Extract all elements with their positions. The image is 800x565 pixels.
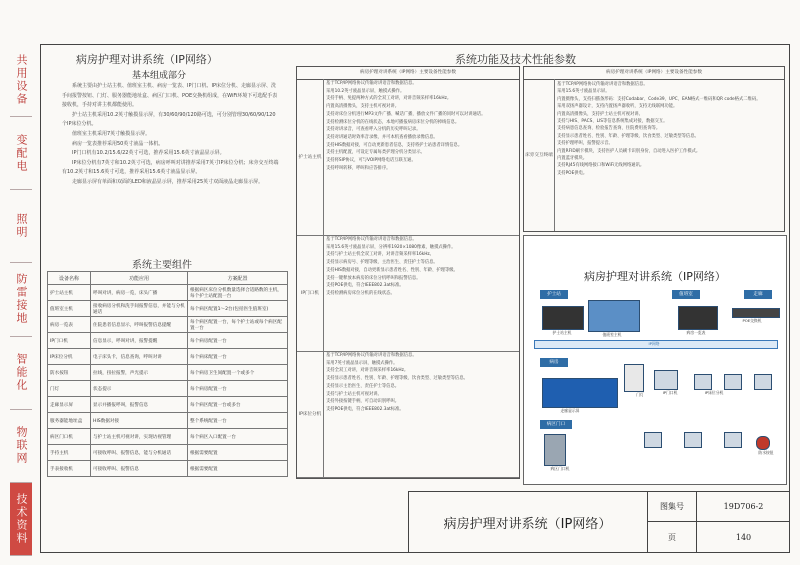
ip-network-label: IP网络 <box>648 341 660 346</box>
spec-item: 支持检测床位分机的在线状态，本地可播报病房床位分机的掉线信息。 <box>326 119 460 125</box>
table-cell: IP门口机 <box>48 333 91 349</box>
device-label: POE交换机 <box>742 318 762 323</box>
table-row <box>48 445 288 461</box>
nurse-station-host-icon <box>542 306 584 330</box>
spec-item: 基于TCP/IP网络协议传输对讲语音和数据信息。 <box>326 237 417 242</box>
table-cell: 护士站主机 <box>48 285 91 301</box>
device-label: 病区门口机 <box>550 466 570 471</box>
table-cell: 呼叫对讲，病房一览，床头广播 <box>91 285 188 301</box>
table-cell: 信息显示，呼叫对讲，报警提醒 <box>91 333 188 349</box>
spec-item: 支持对讲通话时效率音录像，并可本机查看播放录像信息。 <box>326 134 438 140</box>
table-cell: 每个病房配置一台 <box>188 381 288 397</box>
description-paragraph: 护士站主机采用10.2英寸触摸显示屏，有30/60/90/120路可选，可分别管理30/60/90/120个IP床位分机。 <box>62 111 276 128</box>
spec-item: 内置高清摄像头，支持主机可视对讲。 <box>326 104 400 110</box>
table-header-cell: 方案配置 <box>188 272 288 285</box>
category-tab-0[interactable] <box>10 44 32 117</box>
table-cell: 每个病区配置一台或多台 <box>188 397 288 413</box>
spec-group-label: 护士站主机 <box>297 79 324 235</box>
description-paragraph: 病房一览表推荐采用50英寸液晶一体机。 <box>72 140 164 147</box>
ip-bed-unit-icon-1 <box>694 374 712 390</box>
table-cell: 整个系统配置一台 <box>188 413 288 429</box>
spec-item: 支持对讲录音，可查看呼入分机的历史呼叫记录。 <box>326 127 421 133</box>
spec2-item: 基于TCP/IP网络协议传输对讲语音和数据信息。 <box>557 82 648 87</box>
table-row <box>48 365 288 381</box>
category-label: 技术资料 <box>15 492 28 545</box>
diagram-title: 病房护理对讲系统（IP网络） <box>584 270 726 283</box>
table-cell: 根据病区床位分机数量选择合适路数的主机，每个护士站配置一台 <box>188 285 288 301</box>
device-label: 门灯 <box>636 392 644 397</box>
table-cell: 显示并播报呼叫，报警信息 <box>91 397 188 413</box>
spec-group <box>297 79 519 236</box>
bedside-terminal-spec <box>523 66 785 232</box>
spec2-item: 采用15.6英寸液晶显示屏。 <box>557 89 610 95</box>
waterproof-button-icon <box>756 436 770 450</box>
spec-table-header: 病房护理对讲系统（IP网络）主要设备性能参数 <box>297 67 519 80</box>
spec2-item: 内置摄像头，支持扫描条形码：支持Codabar、Code39、UPC、EAN格式一维码和QR code格式二维码。 <box>557 96 761 102</box>
table-cell: 拉线，扭拉报警，声光提示 <box>91 365 188 381</box>
device-label: 防水按钮 <box>758 450 774 455</box>
spec-item: 支持显示主治医生、责任护士等信息。 <box>326 383 400 389</box>
spec-item: 支持POE供电，符合IEEE802.3at标准。 <box>326 406 404 412</box>
spec2-item: 支持病患信息查询、检验报告查询、住院费用查询等。 <box>557 126 661 132</box>
table-row <box>48 333 288 349</box>
category-tab-2[interactable] <box>10 190 32 263</box>
table-row <box>48 301 288 317</box>
table-header-cell: 功能应用 <box>91 272 188 285</box>
spec-item: 采用15.6英寸液晶显示屏，分辨率1920×1080像素，触摸式操作。 <box>326 244 456 250</box>
spec-table <box>296 66 520 479</box>
spec-item: 基于TCP/IP网络协议传输对讲语音和数据信息。 <box>326 353 417 358</box>
spec2-header: 病房护理对讲系统（IP网络）主要设备性能参数 <box>524 67 784 80</box>
spec-item: 支持HIS数据对接，可自动更新患者信息，支持将护士站患者详情信息。 <box>326 142 463 148</box>
spec-item: 支持将SIP协议，可与VOIP网络电话互联互通。 <box>326 158 416 164</box>
ip-bed-unit-icon-5 <box>684 432 702 448</box>
spec-item: 支持外接按键手柄，可自动识别呼叫。 <box>326 399 400 405</box>
atlas-label: 图集号 <box>647 492 696 522</box>
table-cell: 每个病床配置一台 <box>188 349 288 365</box>
spec-item: 采用7英寸液晶显示屏，触摸式操作。 <box>326 360 398 366</box>
table-row <box>48 413 288 429</box>
table-cell: 防水按钮 <box>48 365 91 381</box>
spec2-item: 支持RJ45有线网络接口和WiFi无线网络通讯。 <box>557 163 645 169</box>
device-label: IP门口机 <box>662 390 678 395</box>
device-label: 值班室主机 <box>602 332 622 337</box>
ip-door-unit-icon <box>654 370 678 390</box>
spec-item: 支持POE供电，符合IEEE802.3at标准。 <box>326 283 404 289</box>
table-cell: 门灯 <box>48 381 91 397</box>
spec-group-label: IP门口机 <box>297 235 324 351</box>
duty-room-host-icon <box>678 306 718 330</box>
components-table <box>47 271 288 477</box>
description-paragraph: 系统主要由护士站主机、值班室主机、病房一览表、IP门口机、IP床位分机、走廊显示屏、洗手间报警按钮、门灯、服务器能地址盒、病区门口机、POE交换机组成，在WiFi环境下可选配手表接收机，手持对讲主机都能使用。 <box>62 83 278 109</box>
spec-item: 支持一键释放本病房的床位分机呼叫和报警信息。 <box>326 275 421 281</box>
category-label: 智能化 <box>15 353 28 393</box>
duty-room-tag: 值班室 <box>672 290 700 299</box>
table-cell: 每个病区入口配置一台 <box>188 429 288 445</box>
table-cell: 手表接收机 <box>48 461 91 477</box>
spec-item: 采用10.2英寸液晶显示屏，触摸式操作。 <box>326 88 405 94</box>
category-strip <box>10 44 32 556</box>
description-paragraph: 走廊显示屏有单面和双面的LED和液晶显示屏，推荐采用25英寸双面液晶走廊显示屏。 <box>72 178 264 185</box>
system-diagram <box>523 235 787 485</box>
basic-subtitle: 基本组成部分 <box>132 71 187 81</box>
poe-switch-icon <box>732 308 780 318</box>
spec-group <box>297 351 519 478</box>
table-cell: IP床位分机 <box>48 349 91 365</box>
description-paragraph: IP床位分机有7英寸和10.2英寸可选，病房呼叫对讲推荐采用7英寸IP床位分机；床旁交互终端有10.2英寸和15.6英寸可选，推荐采用15.6英寸液晶显示屏。 <box>62 159 279 176</box>
spec2-item: 内置蓝牙模块。 <box>557 156 588 162</box>
ip-bed-unit-icon-6 <box>724 432 742 448</box>
table-cell: 病房一览表 <box>48 317 91 333</box>
ip-bed-unit-icon-3 <box>754 374 772 390</box>
corridor-display-icon <box>542 378 618 408</box>
table-row <box>48 349 288 365</box>
spec-item: 支持显示患者姓名、性别、年龄、护理等级、饮食类型、过敏类型等信息。 <box>326 376 468 382</box>
device-label: 走廊显示屏 <box>560 408 580 413</box>
door-light-icon <box>624 364 644 392</box>
spec2-item: 内置RFID刷卡模块，支持医护人员刷卡识别身份，自动进入医护工作模式。 <box>557 148 701 154</box>
spec2-item: 支持护理呼叫，报警提示音。 <box>557 141 613 147</box>
spec2-items <box>557 81 782 177</box>
table-header-cell: 设备名称 <box>48 272 91 285</box>
spec2-item: 支持POE供电。 <box>557 170 588 176</box>
category-label: 照明 <box>15 213 28 240</box>
table-row <box>48 285 288 301</box>
corridor-tag: 走廊 <box>744 290 772 299</box>
table-cell: 接收病房分机和洗手间报警信息，并能与分机通话 <box>91 301 188 317</box>
ip-bed-unit-icon-2 <box>724 374 742 390</box>
page-number: 140 <box>696 522 790 552</box>
spec2-label: 床旁交互终端 <box>524 79 555 231</box>
spec-item: 支持与护士站主机全双工对讲，对讲音频采样率16kHz。 <box>326 252 434 258</box>
nurse-station-tag: 护士站 <box>540 290 568 299</box>
spec-item: 支持主机配置，可设定专属每类护理分机分类显示。 <box>326 150 425 156</box>
spec2-item: 内置高清摄像头，支持护士站主机可视对讲。 <box>557 111 643 117</box>
category-label: 共用设备 <box>15 54 28 107</box>
ward-tag: 病房 <box>540 358 568 367</box>
title-block-title: 病房护理对讲系统（IP网络） <box>443 516 612 532</box>
spec-item: 支持对床位分机进行MP3文件广播、喊话广播，播放文件广播的同时可以对讲通话。 <box>326 111 486 117</box>
category-label: 防雷接地 <box>15 273 28 326</box>
table-cell: 可接收呼叫、报警信息 <box>91 461 188 477</box>
title-block <box>408 491 790 552</box>
category-tab-6[interactable] <box>10 483 32 556</box>
spec-item: 支持检测病房床位分机的在线状态。 <box>326 290 395 296</box>
table-row <box>48 461 288 477</box>
ward-gate-unit-icon <box>544 434 566 466</box>
spec2-item: 采用双扬声器设计，支持内置扬声器收听，支持无线联网功能。 <box>557 104 678 110</box>
category-tab-1[interactable] <box>10 117 32 190</box>
right-title: 系统功能及技术性能参数 <box>455 53 576 66</box>
category-tab-3[interactable] <box>10 263 32 336</box>
table-cell: 走廊显示屏 <box>48 397 91 413</box>
table-cell: 根据需要配置 <box>188 461 288 477</box>
table-cell: 状态提示 <box>91 381 188 397</box>
description-paragraph: IP门口机有10.2/15.6/22英寸可选，推荐采用15.6英寸液晶显示屏。 <box>72 150 225 157</box>
left-title: 病房护理对讲系统（IP网络） <box>76 53 218 66</box>
spec-group <box>297 235 519 352</box>
table-row <box>48 429 288 445</box>
table-row <box>48 397 288 413</box>
category-tab-4[interactable] <box>10 337 32 410</box>
category-tab-5[interactable] <box>10 410 32 483</box>
table-cell: 服务器能地址盒 <box>48 413 91 429</box>
atlas-number: 19D706-2 <box>696 492 790 522</box>
device-label: IP床位分机 <box>704 390 724 395</box>
table-cell: 病区门口机 <box>48 429 91 445</box>
ward-gate-tag: 病区门口 <box>540 420 572 429</box>
device-label: 病房一览表 <box>686 330 706 335</box>
table-cell: 电子床头卡，信息查询，呼叫对讲 <box>91 349 188 365</box>
table-cell: 值班室主机 <box>48 301 91 317</box>
spec-item: 支持显示病房号、护理等级、主治医生、责任护士等信息。 <box>326 260 438 266</box>
table-cell: 每个病房配置一台 <box>188 333 288 349</box>
ip-bed-unit-icon-4 <box>644 432 662 448</box>
category-label: 变配电 <box>15 133 28 173</box>
category-label: 物联网 <box>15 426 28 466</box>
description-paragraph: 值班室主机采用7英寸触摸显示屏。 <box>72 130 151 137</box>
ward-overview-icon <box>588 300 640 332</box>
spec-item: 支持手柄、免提两种方式的全双工对讲，对讲音频采样率16kHz。 <box>326 96 452 102</box>
table-cell: 根据需要配置 <box>188 445 288 461</box>
table-cell: 每个病区配置一台，每个护士站或每个病区配置一台 <box>188 317 288 333</box>
table-cell: 手持主机 <box>48 445 91 461</box>
description-text <box>62 82 280 188</box>
spec-item: 支持与护士站主机可视对讲。 <box>326 391 382 397</box>
spec2-item: 支持与HIS、PACS、LIS等信息系统集成对接，数据交互。 <box>557 119 668 125</box>
spec-item: 支持全双工对讲，对讲音频采样率16kHz。 <box>326 368 409 374</box>
table-cell: 住院患者信息显示，呼叫报警信息提醒 <box>91 317 188 333</box>
components-title: 系统主要组件 <box>132 260 192 271</box>
spec-item: 支持呼叫转移、呼叫和应答排序。 <box>326 165 391 171</box>
device-label: 护士站主机 <box>552 330 572 335</box>
spec2-item: 支持显示患者姓名、性别、年龄、护理等级、饮食类型、过敏类型等信息。 <box>557 133 699 139</box>
table-row <box>48 317 288 333</box>
page-label: 页 <box>647 522 696 552</box>
spec-item: 基于TCP/IP网络协议传输对讲语音和数据信息。 <box>326 81 417 86</box>
table-cell: 每个病房卫生间配置一个或多个 <box>188 365 288 381</box>
table-cell: 与护士站主机可视对讲，实现访视管理 <box>91 429 188 445</box>
table-cell: HIS数据对接 <box>91 413 188 429</box>
spec-item: 支持HIS数据对接，自动更新显示患者姓名、性别、年龄、护理等级。 <box>326 267 458 273</box>
table-cell: 每个病区配置1～2台(包括医生值班室) <box>188 301 288 317</box>
table-cell: 可接收呼叫、报警信息，能与分机通话 <box>91 445 188 461</box>
table-row <box>48 381 288 397</box>
spec-group-label: IP床位分机 <box>297 351 324 477</box>
